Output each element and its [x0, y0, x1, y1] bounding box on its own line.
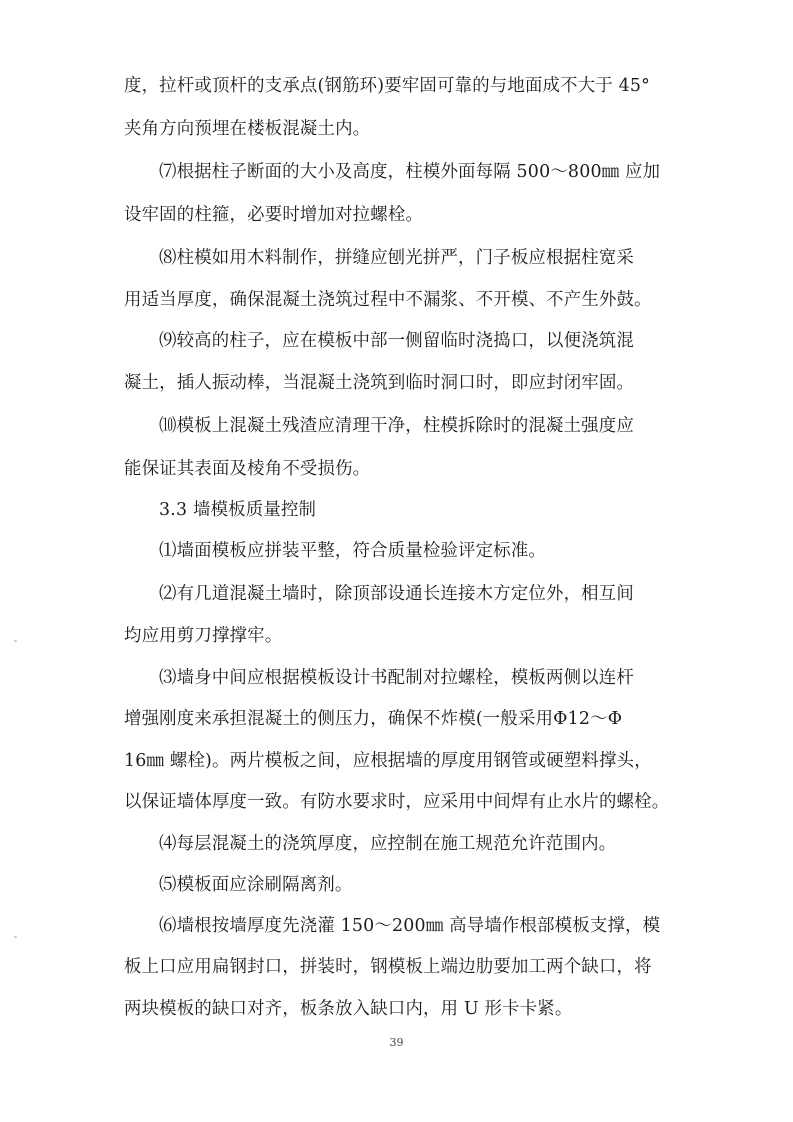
- line-text: ⑼较高的柱子，应在模板中部一侧留临时浇捣口，以便浇筑混: [159, 331, 634, 351]
- scan-speck: [14, 640, 17, 642]
- line-text: ⑹墙根按墙厚度先浇灌 150～200㎜ 高导墙作根部模板支撑，模: [159, 916, 661, 936]
- line-text: 用适当厚度，确保混凝土浇筑过程中不漏浆、不开模、不产生外鼓。: [124, 290, 652, 310]
- section-heading-text: 3.3 墙模板质量控制: [159, 500, 317, 520]
- line-text: ⑵有几道混凝土墙时，除顶部设通长连接木方定位外，相互间: [159, 584, 634, 604]
- line-text: ⑴墙面模板应拼装平整，符合质量检验评定标准。: [159, 541, 546, 561]
- line-text: ⑷每层混凝土的浇筑厚度，应控制在施工规范允许范围内。: [159, 834, 617, 854]
- line-text: 能保证其表面及棱角不受损伤。: [124, 459, 371, 479]
- line-text: 度，拉杆或顶杆的支承点(钢筋环)要牢固可靠的与地面成不大于 45°: [124, 76, 651, 96]
- line-text: 均应用剪刀撑撑牢。: [124, 626, 283, 646]
- line-text: 以保证墙体厚度一致。有防水要求时，应采用中间焊有止水片的螺栓。: [124, 792, 670, 812]
- line-text: ⑸模板面应涂刷隔离剂。: [159, 875, 353, 895]
- line-text: ⑺根据柱子断面的大小及高度，柱模外面每隔 500～800㎜ 应加: [159, 162, 661, 182]
- line-text: 16㎜ 螺栓)。两片模板之间，应根据墙的厚度用钢管或硬塑料撑头，: [124, 751, 652, 771]
- line-text: 板上口应用扁钢封口，拼装时，钢模板上端边肋要加工两个缺口，将: [124, 957, 652, 977]
- line-text: ⑻柱模如用木料制作，拼缝应刨光拼严，门子板应根据柱宽采: [159, 248, 634, 268]
- line-text: ⑽模板上混凝土残渣应清理干净，柱模拆除时的混凝土强度应: [159, 416, 634, 436]
- line-text: 设牢固的柱箍，必要时增加对拉螺栓。: [124, 205, 424, 225]
- line-text: ⑶墙身中间应根据模板设计书配制对拉螺栓，模板两侧以连杆: [159, 668, 634, 688]
- line-text: 两块模板的缺口对齐，板条放入缺口内，用 U 形卡卡紧。: [124, 999, 573, 1019]
- line-text: 增强刚度来承担混凝土的侧压力，确保不炸模(一般采用Φ12～Φ: [124, 709, 623, 729]
- page-number: 39: [389, 1036, 404, 1049]
- scan-speck: [14, 936, 17, 938]
- line-text: 凝土，插人振动棒，当混凝土浇筑到临时洞口时，即应封闭牢固。: [124, 373, 635, 393]
- line-text: 夹角方向预埋在楼板混凝土内。: [124, 119, 371, 139]
